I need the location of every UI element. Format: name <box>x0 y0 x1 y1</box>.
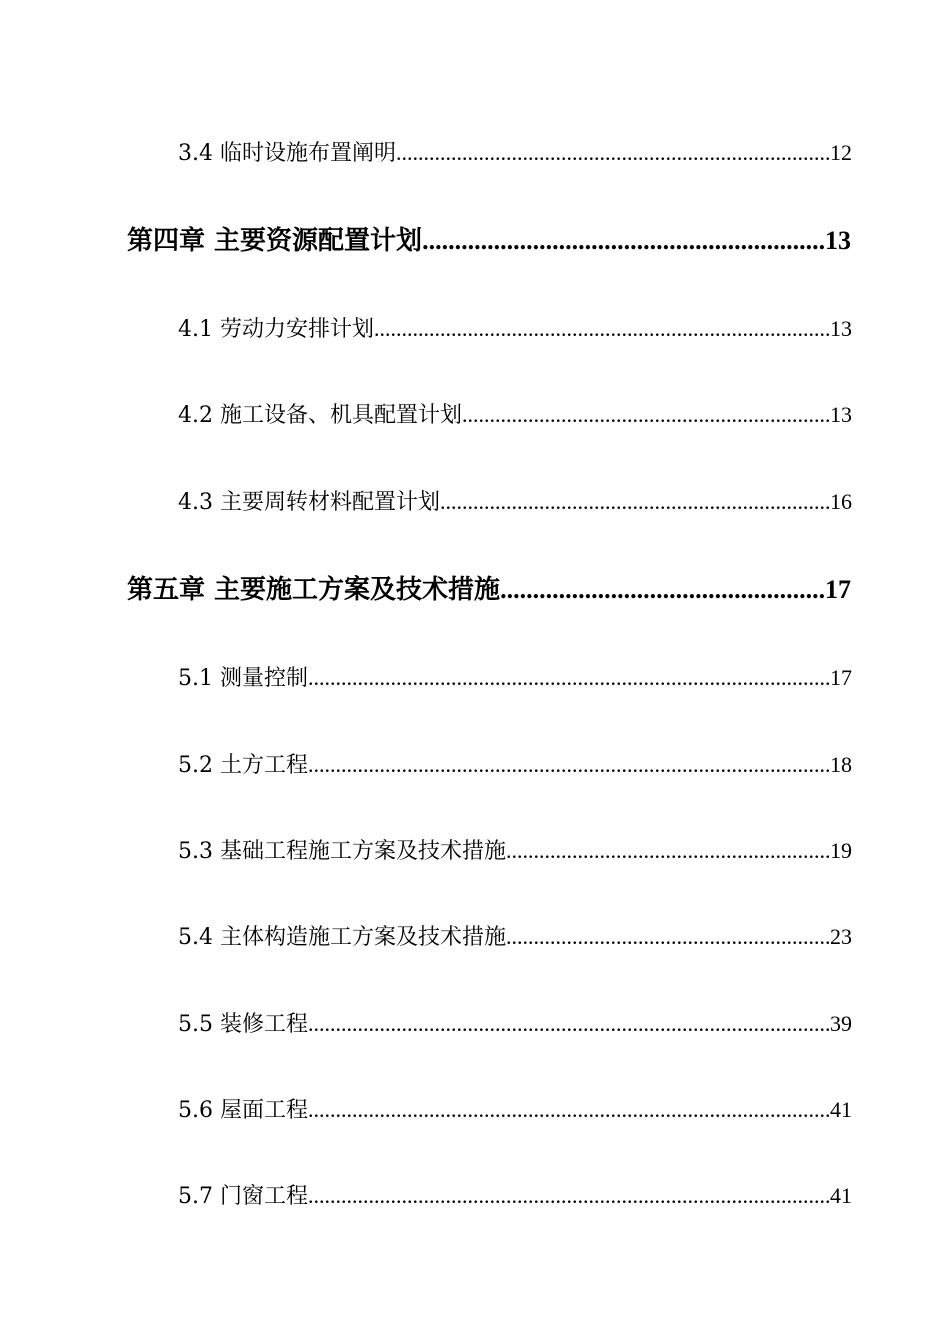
toc-entry-chapter-4[interactable] <box>127 220 851 257</box>
toc-entry-page: 13 <box>830 316 852 341</box>
toc-entry-4-2[interactable] <box>178 398 852 429</box>
toc-entry-page: 18 <box>830 752 852 777</box>
toc-entry-title: 5.3 基础工程施工方案及技术措施 <box>178 839 506 864</box>
dot-leader <box>500 575 825 605</box>
toc-entry-title: 4.2 施工设备、机具配置计划 <box>178 403 462 428</box>
toc-entry-page: 13 <box>830 402 852 427</box>
toc-entry-title: 5.4 主体构造施工方案及技术措施 <box>178 925 506 950</box>
toc-entry-5-3[interactable] <box>178 834 852 865</box>
toc-entry-page: 17 <box>825 575 851 604</box>
dot-leader <box>422 226 825 256</box>
toc-entry-3-4[interactable] <box>178 136 852 167</box>
toc-entry-page: 16 <box>830 489 852 514</box>
toc-entry-5-6[interactable] <box>178 1093 852 1124</box>
toc-entry-page: 41 <box>830 1183 852 1208</box>
dot-leader <box>462 402 830 428</box>
toc-entry-page: 41 <box>830 1097 852 1122</box>
toc-entry-title: 4.1 劳动力安排计划 <box>178 317 374 342</box>
toc-entry-title: 5.2 土方工程 <box>178 753 308 778</box>
dot-leader <box>308 1011 830 1037</box>
toc-entry-page: 12 <box>830 140 852 165</box>
dot-leader <box>506 838 830 864</box>
toc-entry-title: 5.6 屋面工程 <box>178 1098 308 1123</box>
dot-leader <box>374 316 830 342</box>
toc-entry-page: 39 <box>830 1011 852 1036</box>
toc-entry-5-5[interactable] <box>178 1007 852 1038</box>
toc-entry-5-1[interactable] <box>178 661 852 692</box>
toc-entry-page: 19 <box>830 838 852 863</box>
toc-entry-4-3[interactable] <box>178 485 852 516</box>
toc-entry-title: 3.4 临时设施布置阐明 <box>178 141 396 166</box>
toc-entry-page: 17 <box>830 665 852 690</box>
dot-leader <box>308 1183 830 1209</box>
dot-leader <box>308 665 830 691</box>
toc-entry-5-7[interactable] <box>178 1179 852 1210</box>
toc-entry-title: 5.5 装修工程 <box>178 1012 308 1037</box>
toc-entry-page: 13 <box>825 226 851 255</box>
toc-chapter-title: 第五章 主要施工方案及技术措施 <box>127 575 501 605</box>
toc-entry-page: 23 <box>830 924 852 949</box>
dot-leader <box>308 752 830 778</box>
toc-entry-title: 5.1 测量控制 <box>178 666 308 691</box>
dot-leader <box>506 924 830 950</box>
toc-entry-title: 4.3 主要周转材料配置计划 <box>178 490 440 515</box>
toc-entry-chapter-5[interactable] <box>127 569 851 606</box>
toc-entry-5-2[interactable] <box>178 748 852 779</box>
toc-entry-title: 5.7 门窗工程 <box>178 1184 308 1209</box>
dot-leader <box>308 1097 830 1123</box>
dot-leader <box>440 489 830 515</box>
toc-chapter-title: 第四章 主要资源配置计划 <box>127 226 423 256</box>
dot-leader <box>396 140 830 166</box>
toc-entry-4-1[interactable] <box>178 312 852 343</box>
toc-entry-5-4[interactable] <box>178 920 852 951</box>
